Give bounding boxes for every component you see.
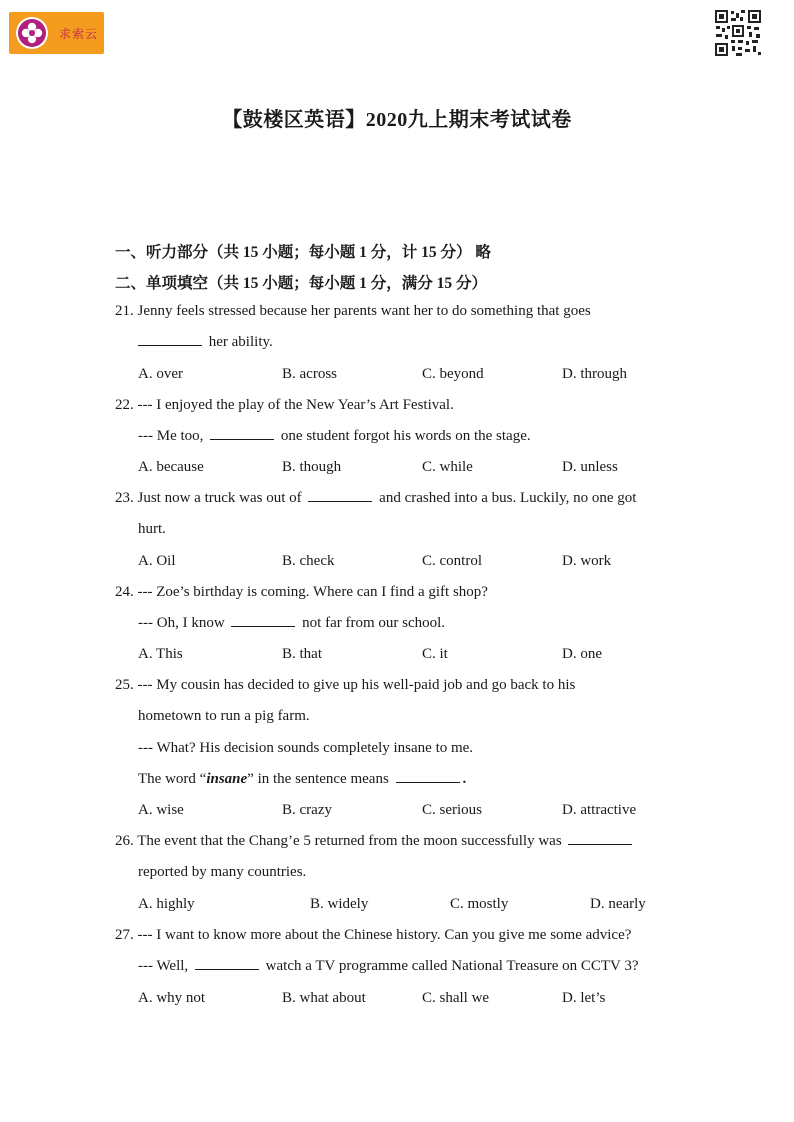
question-27-option-d: D. let’s [562, 990, 606, 1006]
answer-blank [308, 500, 372, 502]
question-26-option-b: B. widely [310, 896, 369, 912]
question-27-option-c: C. shall we [422, 990, 490, 1006]
question-27-line2: --- Well, watch a TV programme called National Treasure on CCTV 3? [138, 958, 639, 974]
question-26-option-c: C. mostly [450, 896, 509, 912]
question-26-line2: reported by many countries. [138, 864, 307, 880]
question-24-option-c: C. it [422, 646, 448, 662]
answer-blank [231, 625, 295, 627]
section-listening: 一、听力部分（共 15 小题；每小题 1 分，计 15 分） 略 [115, 244, 491, 261]
question-22-option-a: A. because [138, 459, 204, 475]
section-single-choice: 二、单项填空（共 15 小题；每小题 1 分，满分 15 分） [115, 275, 488, 292]
question-21-option-a: A. over [138, 366, 183, 382]
question-21-option-b: B. across [282, 366, 337, 382]
page-title: 【鼓楼区英语】2020九上期末考试试卷 [222, 109, 572, 131]
question-24-option-b: B. that [282, 646, 322, 662]
question-27-line1: 27. --- I want to know more about the Chinese history. Can you give me some advice? [115, 927, 632, 943]
question-23-line2: hurt. [138, 521, 166, 537]
question-26-option-a: A. highly [138, 896, 195, 912]
question-26-line1: 26. The event that the Chang’e 5 returned from the moon successfully was [115, 833, 635, 850]
question-25-line4: The word “insane” in the sentence means . [138, 771, 467, 787]
logo-text: 求索云 [59, 26, 99, 41]
question-27-option-b: B. what about [282, 990, 366, 1006]
answer-blank [195, 968, 259, 970]
question-22-line1: 22. --- I enjoyed the play of the New Year’s Art Festival. [115, 397, 454, 413]
question-22-option-c: C. while [422, 459, 473, 475]
question-24-option-d: D. one [562, 646, 602, 662]
question-24-option-a: A. This [138, 646, 183, 662]
question-23-option-b: B. check [282, 553, 335, 569]
question-21-option-c: C. beyond [422, 366, 484, 382]
question-26-option-d: D. nearly [590, 896, 646, 912]
question-25-option-a: A. wise [138, 802, 184, 818]
clover-logo-icon [15, 16, 49, 50]
answer-blank [138, 344, 202, 346]
question-22-option-d: D. unless [562, 459, 618, 475]
question-23-option-a: A. Oil [138, 553, 176, 569]
question-25-option-d: D. attractive [562, 802, 637, 818]
question-21-line2: her ability. [138, 334, 273, 351]
question-22-option-b: B. though [282, 459, 342, 475]
question-21-option-d: D. through [562, 366, 627, 382]
answer-blank [568, 843, 632, 845]
question-25-line2: hometown to run a pig farm. [138, 708, 310, 724]
question-27-option-a: A. why not [138, 990, 206, 1006]
question-24-line2: --- Oh, I know not far from our school. [138, 615, 446, 631]
question-22-line2: --- Me too, one student forgot his words on the stage. [138, 428, 531, 444]
question-21-line1: 21. Jenny feels stressed because her parents want her to do something that goes [115, 303, 591, 319]
question-25-option-c: C. serious [422, 802, 482, 818]
question-23-option-c: C. control [422, 553, 482, 569]
brand-logo [9, 12, 104, 54]
answer-blank [396, 781, 460, 783]
question-24-line1: 24. --- Zoe’s birthday is coming. Where can I find a gift shop? [115, 584, 488, 600]
qr-code-icon [714, 9, 762, 57]
question-23-option-d: D. work [562, 553, 612, 569]
answer-blank [210, 438, 274, 440]
question-25-line1: 25. --- My cousin has decided to give up his well-paid job and go back to his [115, 677, 576, 693]
question-23-line1: 23. Just now a truck was out of and crashed into a bus. Luckily, no one got [115, 490, 637, 506]
question-25-line3: --- What? His decision sounds completely insane to me. [138, 740, 474, 756]
question-25-option-b: B. crazy [282, 802, 332, 818]
